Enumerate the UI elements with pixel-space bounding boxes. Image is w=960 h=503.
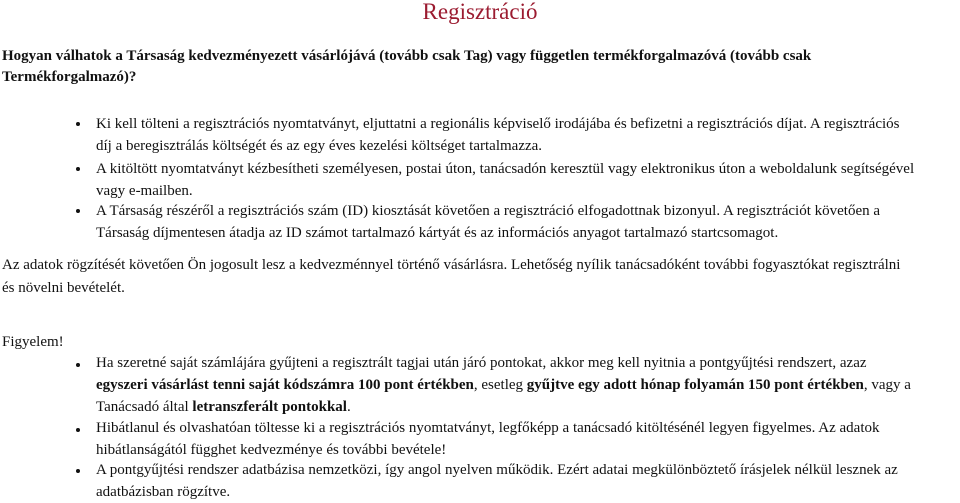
list-item-text: .	[346, 399, 351, 415]
benefits-paragraph	[2, 254, 958, 300]
list-item-line: A pontgyűjtési rendszer adatbázisa nemzetközi, így angol nyelven működik. Ezért adatai megkülönböztető írásjelek nélkül lesznek az	[96, 462, 898, 478]
list-item-line: Társaság díjmentesen átadja az ID számot tartalmazó kártyát és az információs anyagot tartalmazó startcsomagot.	[96, 225, 779, 241]
bullet-icon	[76, 469, 80, 473]
emphasis-text: gyűjtve egy adott hónap folyamán 150 pont értékben	[526, 377, 864, 393]
bullet-icon	[76, 122, 80, 126]
paragraph-line: Az adatok rögzítését követően Ön jogosult lesz a kedvezménnyel történő vásárlásra. Lehetőség nyílik tanácsadóként további fogyasztókat regisztrálni	[2, 257, 901, 273]
warning-label: Figyelem!	[2, 334, 64, 350]
list-item-line: Ki kell tölteni a regisztrációs nyomtatványt, eljuttatni a regionális képviselő irodájába és befizetni a regisztrációs díjat. A regisztrációs	[96, 116, 900, 132]
paragraph-line: és növelni bevételét.	[2, 280, 125, 296]
list-item-line: Hibátlanul és olvashatóan töltesse ki a regisztrációs nyomtatványt, legfőképp a tanácsadó kitöltésénél legyen figyelmes. Az adatok	[96, 420, 880, 436]
bullet-icon	[76, 167, 80, 171]
bullet-icon	[76, 363, 80, 367]
list-item-text: , vagy a	[863, 377, 911, 393]
list-item-line	[96, 396, 960, 418]
list-item-text: , esetleg	[473, 377, 527, 393]
list-item-line: hibátlanságától függhet kedvezménye és további bevétele!	[96, 442, 447, 458]
list-item-line: A Társaság részéről a regisztrációs szám (ID) kiosztását követően a regisztráció elfogadottnak bizonyul. A regisztrációt követően a	[96, 203, 881, 219]
page-title: Regisztráció	[422, 0, 538, 24]
registration-question	[2, 46, 952, 88]
list-item-line: díj a beregisztrálás költségét és az egy éves kezelési költséget tartalmazza.	[96, 138, 543, 154]
emphasis-text: letranszferált pontokkal	[192, 399, 347, 415]
list-item-text: Tanácsadó által	[96, 399, 193, 415]
list-item-line: vagy e-mailben.	[96, 183, 193, 199]
list-item-line: A kitöltött nyomtatványt kézbesítheti személyesen, postai úton, tanácsadón keresztül vagy elektronikus úton a weboldalunk segítségével	[96, 161, 915, 177]
bullet-icon	[76, 428, 80, 432]
bullet-icon	[76, 209, 80, 213]
emphasis-text: egyszeri vásárlást tenni saját kódszámra 100 pont értékben	[96, 377, 474, 393]
question-line: Termékforgalmazó)?	[2, 69, 137, 85]
list-item-line: adatbázisban rögzítve.	[96, 484, 231, 500]
list-item-line: Ha szeretné saját számlájára gyűjteni a regisztrált tagjai után járó pontokat, akkor meg kell nyitnia a pontgyűjtési rendszert, azaz	[96, 355, 867, 371]
question-line: Hogyan válhatok a Társaság kedvezményezett vásárlójává (tovább csak Tag) vagy független termékforgalmazóvá (tovább csak	[2, 48, 812, 64]
list-item-line	[96, 374, 960, 396]
